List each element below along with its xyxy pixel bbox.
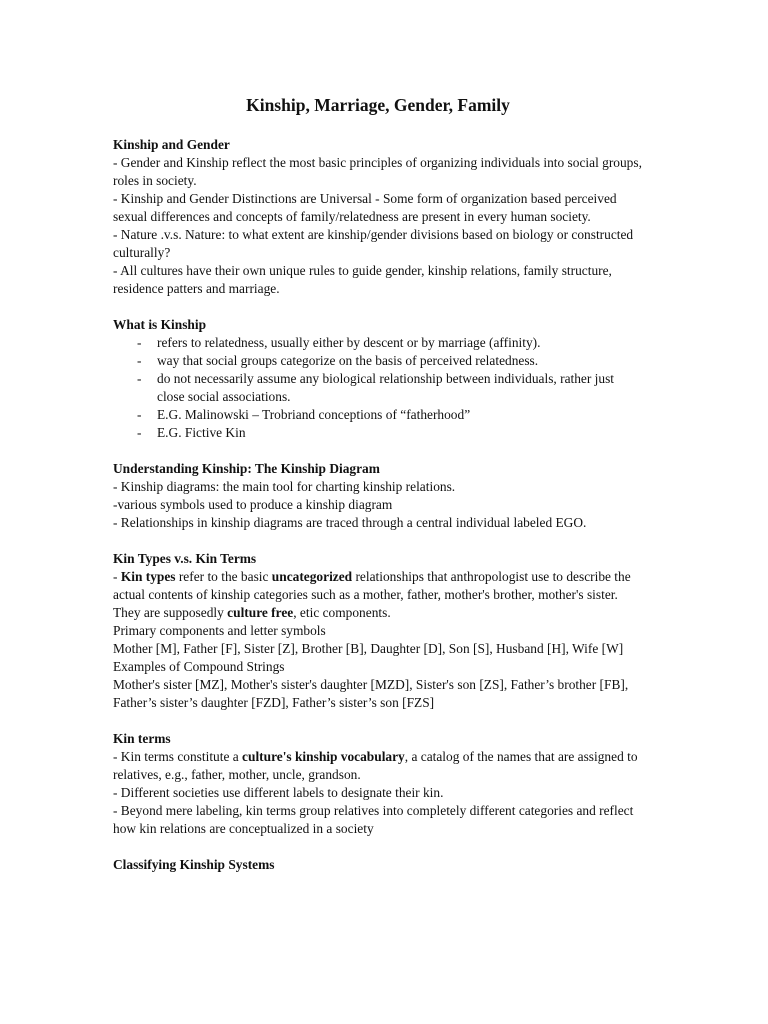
text-run: They are supposedly — [113, 605, 228, 620]
paragraph: -various symbols used to produce a kinship diagram — [113, 497, 393, 512]
section-kin-terms — [113, 730, 643, 838]
text-run: - — [113, 569, 121, 584]
list-item-text: refers to relatedness, usually either by descent or by marriage (affinity). — [157, 335, 541, 350]
paragraph — [113, 604, 643, 622]
list-item — [113, 406, 643, 424]
section-heading: Kinship and Gender — [113, 137, 230, 152]
dash-list — [113, 334, 643, 442]
paragraph — [113, 568, 643, 604]
list-item-text: E.G. Malinowski – Trobriand conceptions of “fatherhood” — [157, 407, 471, 422]
bold-term: culture's kinship vocabulary — [242, 749, 405, 764]
text-run: , etic components. — [293, 605, 391, 620]
list-item-text: do not necessarily assume any biological relationship between individuals, rather just close social associations. — [157, 371, 615, 404]
list-item — [113, 352, 643, 370]
document-page — [113, 94, 643, 892]
dash-bullet: - — [137, 353, 142, 368]
bold-term: Kin types — [120, 569, 176, 584]
section-heading: What is Kinship — [113, 317, 207, 332]
paragraph: - Nature .v.s. Nature: to what extent are kinship/gender divisions based on biology or constructed culturally? — [113, 227, 634, 260]
bold-term: uncategorized — [271, 569, 353, 584]
text-run: , a catalog of the names that are assigned to relatives, e.g., father, mother, uncle, grandson. — [113, 749, 638, 782]
section-heading: Classifying Kinship Systems — [113, 857, 275, 872]
section-classifying — [113, 856, 643, 874]
paragraph: - Relationships in kinship diagrams are traced through a central individual labeled EGO. — [113, 515, 587, 530]
section-what-is-kinship — [113, 316, 643, 442]
paragraph: - Kinship and Gender Distinctions are Universal - Some form of organization based perceived sexual differences and concepts of family/relatedness are present in every human society. — [113, 191, 617, 224]
paragraph: - Kinship diagrams: the main tool for charting kinship relations. — [113, 479, 456, 494]
paragraph: - Gender and Kinship reflect the most basic principles of organizing individuals into social groups, roles in society. — [113, 155, 642, 188]
paragraph: Mother's sister [MZ], Mother's sister's daughter [MZD], Sister's son [ZS], Father’s brother [FB], Father’s sister’s daughter [FZD], Father’s sister’s son [FZS] — [113, 677, 629, 710]
section-kinship-diagram — [113, 460, 643, 532]
paragraph: Examples of Compound Strings — [113, 659, 285, 674]
list-item-text: E.G. Fictive Kin — [157, 425, 246, 440]
paragraph — [113, 748, 643, 784]
dash-bullet: - — [137, 335, 142, 350]
section-kin-types — [113, 550, 643, 712]
dash-bullet: - — [137, 407, 142, 422]
list-item-text: way that social groups categorize on the basis of perceived relatedness. — [157, 353, 539, 368]
section-heading: Kin terms — [113, 731, 171, 746]
text-run: relationships that anthropologist use to describe the actual contents of kinship categories such as a mother, father, mother's brother, mother's sister. — [113, 569, 631, 602]
text-run: - Kin terms constitute a — [113, 749, 243, 764]
dash-bullet: - — [137, 371, 142, 386]
bold-term: culture free — [227, 605, 294, 620]
list-item — [113, 334, 643, 352]
paragraph: - All cultures have their own unique rules to guide gender, kinship relations, family structure, residence patters and marriage. — [113, 263, 612, 296]
dash-bullet: - — [137, 425, 142, 440]
paragraph: - Beyond mere labeling, kin terms group relatives into completely different categories and reflect how kin relations are conceptualized in a society — [113, 803, 634, 836]
list-item — [113, 424, 643, 442]
paragraph: Mother [M], Father [F], Sister [Z], Brother [B], Daughter [D], Son [S], Husband [H], Wife [W] — [113, 641, 624, 656]
text-run: refer to the basic — [175, 569, 272, 584]
section-heading: Kin Types v.s. Kin Terms — [113, 551, 257, 566]
list-item — [113, 370, 643, 406]
paragraph: - Different societies use different labels to designate their kin. — [113, 785, 444, 800]
document-title: Kinship, Marriage, Gender, Family — [246, 95, 510, 115]
paragraph: Primary components and letter symbols — [113, 623, 326, 638]
section-kinship-and-gender — [113, 136, 643, 298]
section-heading: Understanding Kinship: The Kinship Diagram — [113, 461, 380, 476]
